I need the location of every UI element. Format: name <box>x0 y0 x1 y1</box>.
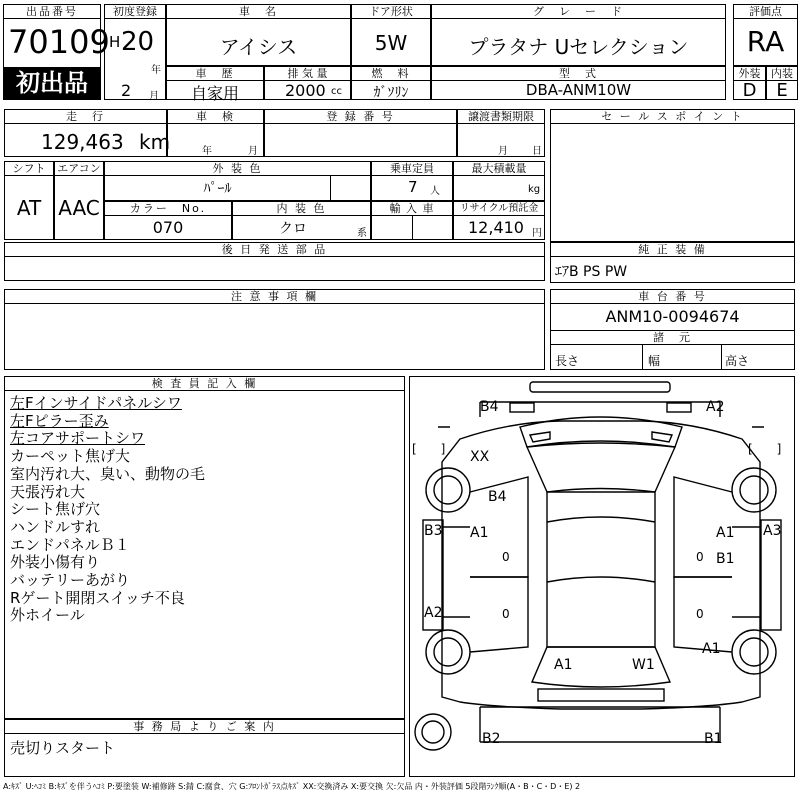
door-value: 5W <box>374 31 408 55</box>
office-label: 事 務 局 よ り ご 案 内 <box>5 720 404 734</box>
mark-zero-left-1: 0 <box>502 550 510 564</box>
car-diagram-svg <box>410 377 794 776</box>
mark-a1-rear-right: A1 <box>702 641 721 657</box>
mark-xx: XX <box>470 449 490 465</box>
mark-b1-bottom: B1 <box>704 731 723 747</box>
load-label: 最大積載量 <box>454 162 544 176</box>
reg-box <box>104 4 166 100</box>
color-no-value: 070 <box>152 218 184 237</box>
mark-zero-right-2: 0 <box>696 607 704 621</box>
chassis-box <box>550 289 795 370</box>
int-color-box <box>232 201 371 240</box>
color-no-box <box>104 201 232 240</box>
inspection-year: 年 <box>202 146 212 157</box>
history-box <box>166 66 264 103</box>
score-value: RA <box>746 25 785 58</box>
office-message: 売切りスタート <box>10 739 116 757</box>
sales-point-box <box>550 109 795 242</box>
inspector-note: Rゲート開閉スイッチ不良 <box>10 588 185 607</box>
transfer-month: 月 <box>498 146 508 157</box>
disp-label: 排 気 量 <box>265 67 350 81</box>
transfer-day: 日 <box>532 146 542 157</box>
history-value: 自家用 <box>190 84 239 103</box>
plate-label: 登 録 番 号 <box>265 110 456 124</box>
ext-value: D <box>742 80 757 101</box>
dims-label: 諸 元 <box>551 330 794 345</box>
shift-value: AT <box>16 196 42 220</box>
score-box <box>733 4 798 66</box>
name-box <box>166 4 351 66</box>
mark-b3: B3 <box>424 523 443 539</box>
disp-unit: cc <box>331 86 342 97</box>
ext-color-label: 外 装 色 <box>105 162 370 176</box>
equipment-value: ｴｱB PS PW <box>555 264 628 280</box>
inspector-note: バッテリーあがり <box>10 571 131 590</box>
lot-number: 70109 <box>8 23 110 61</box>
chassis-value: ANM10-0094674 <box>605 307 740 326</box>
mileage-value: 129,463 <box>41 130 124 154</box>
ext-color-value: ﾊﾟｰﾙ <box>203 181 232 197</box>
lot-label: 出品番号 <box>4 5 100 19</box>
door-label: ドア形状 <box>352 5 430 19</box>
ac-box <box>54 161 104 240</box>
mark-zero-left-2: 0 <box>502 607 510 621</box>
later-parts-box <box>4 242 545 281</box>
int-value: E <box>776 80 788 101</box>
mark-b4-front: B4 <box>480 399 499 415</box>
inspection-box <box>167 109 264 157</box>
mark-a2-left: A2 <box>424 605 443 621</box>
seats-unit: 人 <box>430 186 440 197</box>
dim-width: 幅 <box>648 354 661 368</box>
color-no-label: カラー No. <box>105 202 231 216</box>
dim-length: 長さ <box>555 354 580 368</box>
dim-height: 高さ <box>725 354 750 368</box>
model-box <box>431 66 726 100</box>
recycle-label: リサイクル預託金 <box>454 202 544 216</box>
mark-b1-right: B1 <box>716 551 735 567</box>
inspector-note: 天張汚れ大 <box>10 482 86 501</box>
inspector-note: 左Fピラー歪み <box>10 411 109 430</box>
details-section <box>4 109 545 284</box>
score-label: 評価点 <box>734 5 797 19</box>
mileage-unit: km <box>139 130 171 154</box>
mark-b4-hood: B4 <box>488 489 507 505</box>
transfer-box <box>457 109 545 157</box>
mileage-label: 走 行 <box>5 110 166 124</box>
mark-w1: W1 <box>632 657 655 673</box>
header-section <box>3 4 793 104</box>
reg-month: 2 <box>121 81 132 100</box>
inspector-box <box>4 376 405 719</box>
legend: A:ｷｽﾞ U:ﾍｺﾐ B:ｷｽﾞを伴うﾍｺﾐ P:要塗装 W:補修跡 S:錆 C:腐食、穴 G:ﾌﾛﾝﾄｶﾞﾗｽ点ｷｽﾞ XX:交換済み X:要交換 欠:欠品 内・外装評価 5段階ﾗﾝｸ順(A・B・C・D・E) 2 <box>3 782 581 791</box>
load-unit: kg <box>528 184 541 195</box>
recycle-unit: 円 <box>532 228 542 239</box>
mark-a2-front: A2 <box>706 399 725 415</box>
ac-value: AAC <box>58 196 100 220</box>
shift-box <box>4 161 54 240</box>
load-box <box>453 161 545 201</box>
reg-label: 初度登録 <box>105 5 165 19</box>
model-value: DBA-ANM10W <box>525 81 632 99</box>
disp-box <box>264 66 351 100</box>
office-box <box>4 719 405 777</box>
reg-era: H <box>109 33 121 51</box>
equipment-box <box>550 242 795 283</box>
transfer-label: 譲渡書類期限 <box>458 110 544 124</box>
inspector-note: エンドパネルＢ１ <box>10 535 130 554</box>
reg-year: 20 <box>121 27 155 57</box>
caution-box <box>4 289 545 370</box>
inspector-note: ハンドルすれ <box>10 517 101 536</box>
mark-bracket-left: [ ] <box>412 442 446 456</box>
mark-bracket-right: [ ] <box>748 442 782 456</box>
inspection-label: 車 検 <box>168 110 263 124</box>
mark-zero-right-1: 0 <box>696 550 704 564</box>
history-label: 車 歴 <box>167 67 263 81</box>
fuel-box <box>351 66 431 100</box>
import-label: 輸 入 車 <box>372 202 452 216</box>
car-name: アイシス <box>219 35 298 59</box>
equipment-label: 純 正 装 備 <box>551 243 794 257</box>
recycle-value: 12,410 <box>468 218 524 237</box>
lot-box <box>3 4 110 100</box>
inspector-note: 左コアサポートシワ <box>10 429 146 448</box>
int-color-suffix: 系 <box>357 228 367 239</box>
fuel-value: ｶﾞｿﾘﾝ <box>373 85 409 101</box>
inspection-month: 月 <box>248 146 258 157</box>
int-box <box>766 66 798 100</box>
mark-a3: A3 <box>763 523 782 539</box>
inspector-notes <box>10 395 400 625</box>
fuel-label: 燃 料 <box>352 67 430 81</box>
inspector-note: 外装小傷有り <box>10 553 101 572</box>
import-box <box>371 201 453 240</box>
grade-label: グ レ ー ド <box>432 5 725 19</box>
mileage-box <box>4 109 171 157</box>
ac-label: エアコン <box>55 162 103 176</box>
first-listing-badge: 初出品 <box>4 67 100 99</box>
grade-box <box>431 4 726 66</box>
name-label: 車 名 <box>167 5 350 19</box>
caution-label: 注 意 事 項 欄 <box>5 290 544 304</box>
seats-box <box>371 161 453 201</box>
ext-label: 外装 <box>734 67 765 81</box>
door-box <box>351 4 431 66</box>
mark-a1-left: A1 <box>470 525 489 541</box>
seats-label: 乗車定員 <box>372 162 452 176</box>
shift-label: シフト <box>5 162 53 176</box>
inspector-note: カーペット焦げ大 <box>10 447 131 466</box>
later-parts-label: 後 日 発 送 部 品 <box>5 243 544 257</box>
grade-value: プラタナ Uセレクション <box>468 35 689 59</box>
ext-box <box>733 66 766 100</box>
reg-month-unit: 月 <box>149 91 159 102</box>
mark-a1-right: A1 <box>716 525 735 541</box>
inspector-note: 室内汚れ大、臭い、動物の毛 <box>10 464 206 483</box>
ext-color-box <box>104 161 371 201</box>
inspector-note: 外ホイール <box>10 606 85 625</box>
recycle-box <box>453 201 545 240</box>
plate-box <box>264 109 457 157</box>
inspector-note: 左Fインサイドパネルシワ <box>10 394 182 412</box>
inspector-label: 検 査 員 記 入 欄 <box>5 377 404 391</box>
chassis-label: 車 台 番 号 <box>551 290 794 304</box>
int-label: 内装 <box>767 67 797 81</box>
disp-value: 2000 <box>285 81 326 100</box>
car-diagram <box>409 376 795 777</box>
model-label: 型 式 <box>432 67 725 81</box>
inspector-note: シート焦げ穴 <box>10 500 101 519</box>
reg-year-unit: 年 <box>151 65 161 76</box>
mark-b2: B2 <box>482 731 501 747</box>
mark-a1-bottom: A1 <box>554 657 573 673</box>
int-color-value: クロ <box>279 221 307 237</box>
sales-point-label: セ ー ル ス ポ イ ン ト <box>551 110 794 124</box>
seats-value: 7 <box>408 178 418 196</box>
int-color-label: 内 装 色 <box>233 202 370 216</box>
